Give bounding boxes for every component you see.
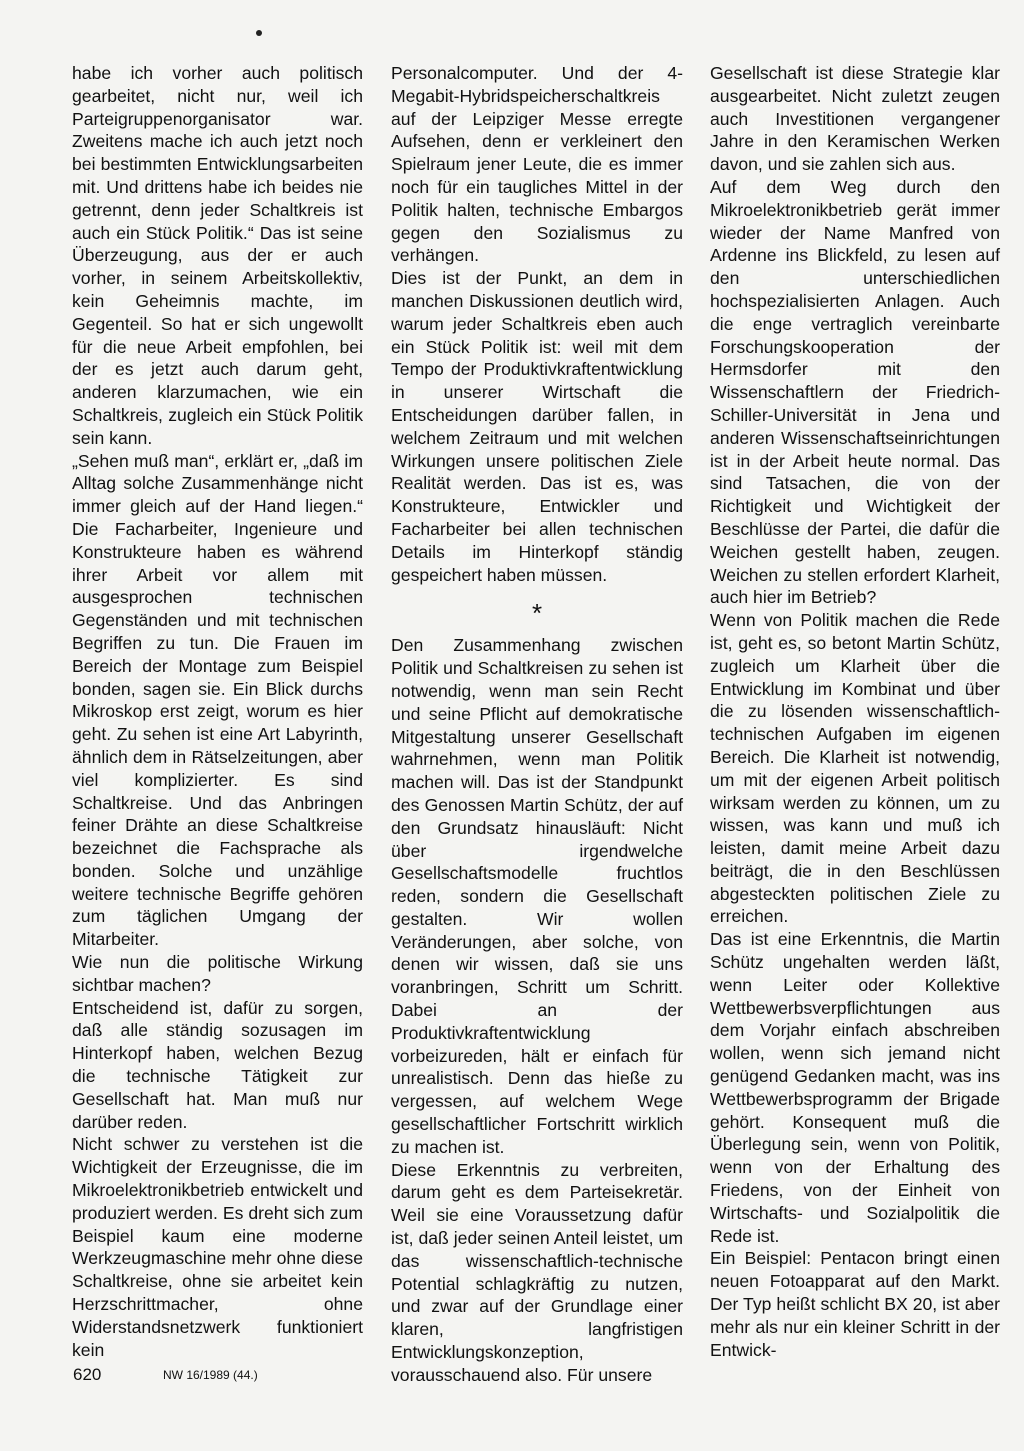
section-separator: * bbox=[531, 598, 543, 629]
paragraph: Wenn von Politik machen die Rede ist, geht es, so betont Martin Schütz, zugleich um Klarheit über die Entwicklung im Kombinat und über die zu lösenden wissenschaftlich-technischen Aufgaben im eigenen Bereich. Die Klarheit ist notwendig, um mit der eigenen Arbeit politisch wirksam werden zu können, um zu wissen, was kann und muß ich leisten, damit meine Arbeit dazu beiträgt, die in den Beschlüssen abgesteckten politischen Ziele zu erreichen. bbox=[710, 610, 1000, 927]
print-speck bbox=[256, 30, 262, 36]
paragraph: Wie nun die politische Wirkung sichtbar machen? bbox=[72, 952, 363, 995]
paragraph: habe ich vorher auch politisch gearbeitet, nicht nur, weil ich Parteigruppenorganisator war. Zweitens mache ich auch jetzt noch bei bestimmten Entwicklungsarbeiten mit. Und drittens habe ich beides nie getrennt, denn jeder Schaltkreis ist auch ein Stück Politik.“ Das ist seine Überzeugung, aus der er auch vorher, in seinem Arbeitskollektiv, kein Geheimnis machte, im Gegenteil. So hat er sich ungewollt für die neue Arbeit empfohlen, bei der es jetzt auch darum geht, anderen klarzumachen, wie ein Schaltkreis, zugleich ein Stück Politik sein kann. bbox=[72, 63, 363, 448]
paragraph: Ein Beispiel: Pentacon bringt einen neuen Fotoapparat auf den Markt. Der Typ heißt schlicht BX 20, ist aber mehr als nur ein kleiner Schritt in der Entwick- bbox=[710, 1248, 1000, 1360]
paragraph: Diese Erkenntnis zu verbreiten, darum geht es dem Parteisekretär. Weil sie eine Voraussetzung dafür ist, daß jeder seinen Anteil leistet, um das wissenschaftlich-technische Potential schlagkräftig zu nutzen, und zwar auf der Grundlage einer klaren, langfristigen Entwicklungskonzeption, vorausschauend also. Für unsere bbox=[391, 1159, 683, 1385]
paragraph: Auf dem Weg durch den Mikroelektronikbetrieb gerät immer wieder der Name Manfred von Ardenne ins Blickfeld, zu lesen auf den unterschiedlichen hochspezialisierten Anlagen. Auch die enge vertraglich vereinbarte Forschungskooperation der Hermsdorfer mit den Wissenschaftlern der Friedrich-Schiller-Universität in Jena und anderen Wissenschaftseinrichtungen ist in der Arbeit heute normal. Das sind Tatsachen, die von der Richtigkeit und Wichtigkeit der Beschlüsse der Partei, die dafür die Weichen gestellt haben, zeugen. Weichen zu stellen erfordert Klarheit, auch hier im Betrieb? bbox=[710, 176, 1000, 608]
paragraph: Gesellschaft ist diese Strategie klar ausgearbeitet. Nicht zuletzt zeugen auch Investitionen vergangener Jahre in den Keramischen Werken davon, und sie zahlen sich aus. bbox=[710, 63, 1000, 175]
text-column-1 bbox=[72, 62, 363, 1361]
paragraph: „Sehen muß man“, erklärt er, „daß im Alltag solche Zusammenhänge nicht immer gleich auf der Hand liegen.“ Die Facharbeiter, Ingenieure und Konstrukteure haben es während ihrer Arbeit vor allem mit ausgesprochen technischen Gegenständen und mit technischen Begriffen zu tun. Die Frauen im Bereich der Montage zum Beispiel bonden, sagen sie. Ein Blick durchs Mikroskop erst zeigt, worum es hier geht. Zu sehen ist eine Art Labyrinth, ähnlich dem in Rätselzeitungen, aber viel komplizierter. Es sind Schaltkreise. Und das Anbringen feiner Drähte an diese Schaltkreise bezeichnet die Fachsprache als bonden. Solche und unzählige weitere technische Begriffe gehören zum täglichen Umgang der Mitarbeiter. bbox=[72, 450, 363, 950]
page-number: 620 bbox=[73, 1365, 102, 1384]
paragraph: Dies ist der Punkt, an dem in manchen Diskussionen deutlich wird, warum jeder Schaltkreis eben auch ein Stück Politik ist: weil mit dem Tempo der Produktivkraftentwicklung in unserer Wirtschaft die Entscheidungen darüber fallen, in welchem Zeitraum und mit welchen Wirkungen unsere politischen Ziele Realität werden. Das ist es, was Konstrukteure, Entwickler und Facharbeiter bei allen technischen Details im Hinterkopf ständig gespeichert haben müssen. bbox=[391, 268, 683, 585]
text-column-2 bbox=[391, 62, 683, 1387]
issue-label: NW 16/1989 (44.) bbox=[163, 1368, 258, 1382]
paragraph: Das ist eine Erkenntnis, die Martin Schütz ungehalten werden läßt, wenn Leiter oder Kollektive Wettbewerbsverpflichtungen aus dem Vorjahr einfach abschreiben wollen, wenn sich jemand nicht genügend Gedanken macht, was ins Wettbewerbsprogramm der Brigade gehört. Konsequent muß die Überlegung sein, wenn von Politik, wenn von der Erhaltung des Friedens, von der Einheit von Wirtschafts- und Sozialpolitik die Rede ist. bbox=[710, 929, 1000, 1246]
paragraph: Personalcomputer. Und der 4-Megabit-Hybridspeicherschaltkreis auf der Leipziger Messe erregte Aufsehen, denn er verkleinert den Spielraum jener Leute, die es immer noch für ein taugliches Mittel in der Politik halten, technische Embargos gegen den Sozialismus zu verhängen. bbox=[391, 63, 683, 266]
paragraph: Den Zusammenhang zwischen Politik und Schaltkreisen zu sehen ist notwendig, wenn man sein Recht und seine Pflicht auf demokratische Mitgestaltung unserer Gesellschaft wahrnehmen, wenn man Politik machen will. Das ist der Standpunkt des Genossen Martin Schütz, der auf den Grundsatz hinausläuft: Nicht über irgendwelche Gesellschaftsmodelle fruchtlos reden, sondern die Gesellschaft gestalten. Wir wollen Veränderungen, aber solche, von denen wir wissen, daß sie uns voranbringen, Schritt um Schritt. Dabei an der Produktivkraftentwicklung vorbeizureden, hält er einfach für unrealistisch. Denn das hieße zu vergessen, auf welchem Wege gesellschaftlicher Fortschritt wirklich zu machen ist. bbox=[391, 635, 683, 1157]
paragraph: Entscheidend ist, dafür zu sorgen, daß alle ständig sozusagen im Hinterkopf haben, welchen Bezug die technische Tätigkeit zur Gesellschaft hat. Man muß nur darüber reden. bbox=[72, 997, 363, 1132]
text-column-3 bbox=[710, 62, 1000, 1361]
paragraph: Nicht schwer zu verstehen ist die Wichtigkeit der Erzeugnisse, die im Mikroelektronikbetrieb entwickelt und produziert werden. Es dreht sich zum Beispiel kaum eine moderne Werkzeugmaschine mehr ohne diese Schaltkreise, ohne sie arbeitet kein Herzschrittmacher, ohne Widerstandsnetzwerk funktioniert kein bbox=[72, 1134, 363, 1360]
